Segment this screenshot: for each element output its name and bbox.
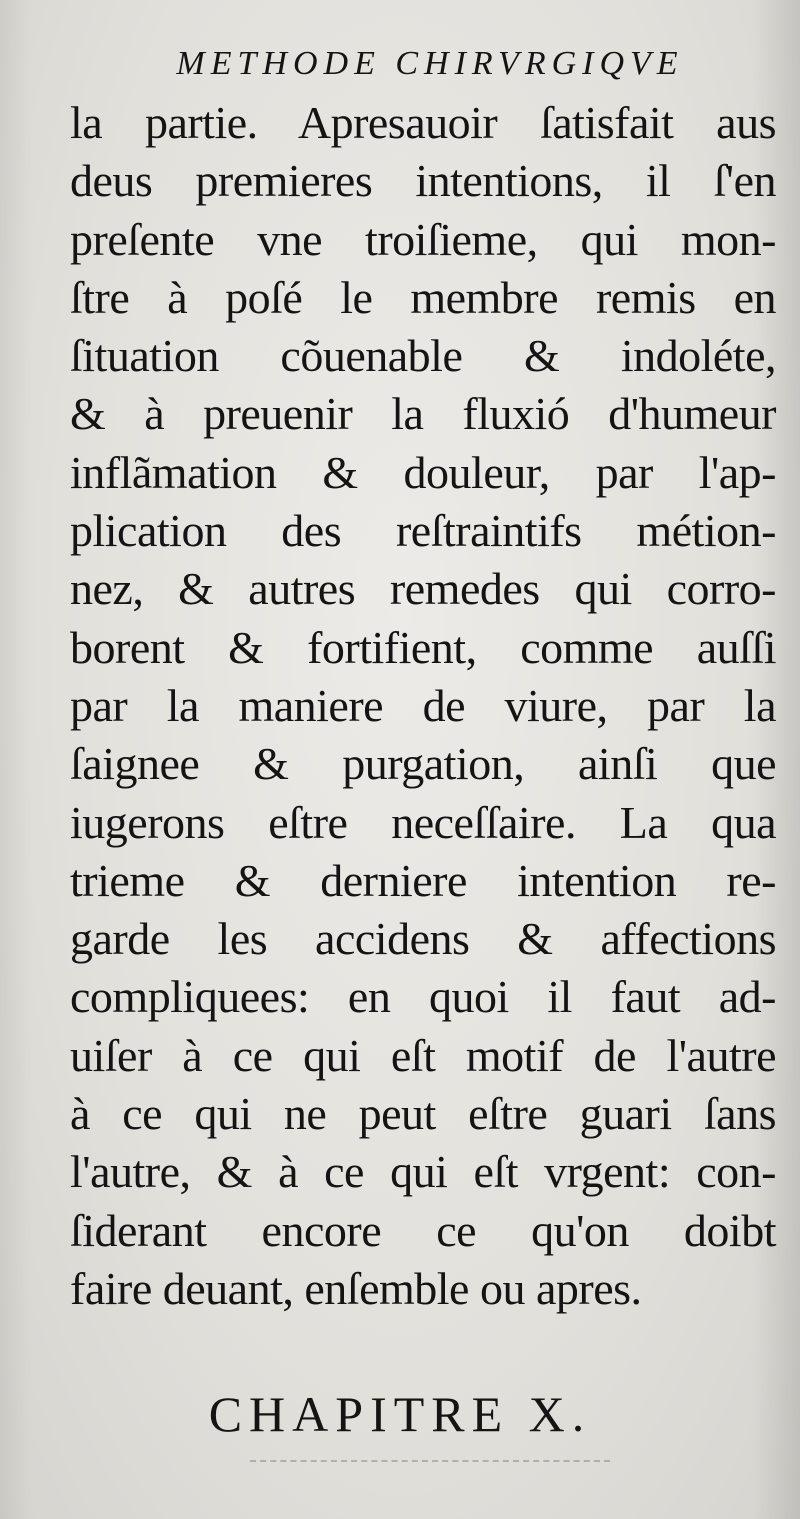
text-line: uiſer à ce qui eſt motif de l'autre: [70, 1029, 776, 1081]
text-line: la partie. Apresauoir ſatisfait aus: [70, 97, 776, 148]
text-line: plication des reſtraintifs métion-: [70, 505, 776, 557]
text-line: ſaignee & purgation, ainſi que: [70, 738, 776, 790]
text-line: ſiderant encore ce qu'on doibt: [70, 1204, 776, 1256]
text-line: compliquees: en quoi il faut ad-: [70, 971, 776, 1023]
decorative-rule: [250, 1460, 610, 1462]
text-line: ſtre à poſé le membre remis en: [70, 271, 776, 323]
body-text: [70, 94, 776, 1318]
chapter-heading: CHAPITRE X.: [208, 1386, 592, 1442]
text-line: borent & fortifient, comme auſſi: [70, 621, 776, 673]
running-head: METHODE CHIRVRGIQVE: [176, 45, 684, 82]
text-line: ſituation cõuenable & indoléte,: [70, 330, 776, 382]
text-line: l'autre, & à ce qui eſt vrgent: con-: [70, 1146, 776, 1198]
text-line: par la maniere de viure, par la: [70, 679, 776, 731]
text-line: faire deuant, enſemble ou apres.: [70, 1262, 642, 1314]
text-line: preſente vne troiſieme, qui mon-: [70, 213, 776, 265]
text-line: nez, & autres remedes qui corro-: [70, 563, 776, 615]
text-line: deus premieres intentions, il ſ'en: [70, 155, 776, 207]
text-line: & à preuenir la fluxió d'humeur: [70, 388, 776, 440]
text-line: inflãmation & douleur, par l'ap-: [70, 446, 776, 498]
text-line: iugerons eſtre neceſſaire. La qua: [70, 796, 776, 848]
text-line: garde les accidens & affections: [70, 913, 776, 965]
text-line: trieme & derniere intention re-: [70, 854, 776, 906]
text-line: à ce qui ne peut eſtre guari ſans: [70, 1088, 776, 1140]
